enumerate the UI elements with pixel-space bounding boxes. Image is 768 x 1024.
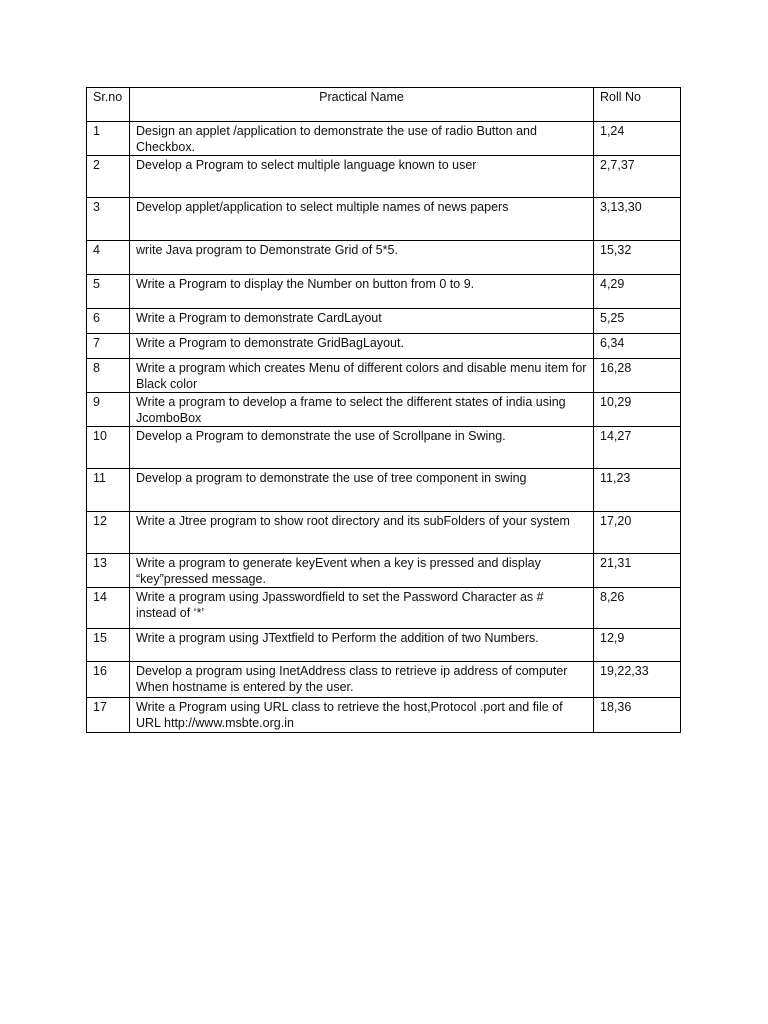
table-row: [87, 359, 681, 393]
header-sr-no: Sr.no: [87, 88, 130, 122]
table-row: [87, 588, 681, 629]
row-roll-no: 8,26: [594, 588, 681, 629]
row-practical-name: Write a program using Jpasswordfield to set the Password Character as # instead of ‘*’: [130, 588, 594, 629]
row-sr-no: 17: [87, 698, 130, 733]
row-practical-name: Develop a Program to select multiple language known to user: [130, 156, 594, 198]
table-row: [87, 156, 681, 198]
row-roll-no: 17,20: [594, 512, 681, 554]
row-practical-name: Write a Program using URL class to retrieve the host,Protocol .port and file of URL http://www.msbte.org.in: [130, 698, 594, 733]
row-roll-no: 2,7,37: [594, 156, 681, 198]
row-practical-name: Write a Jtree program to show root directory and its subFolders of your system: [130, 512, 594, 554]
row-sr-no: 7: [87, 334, 130, 359]
row-practical-name: Develop a program to demonstrate the use of tree component in swing: [130, 469, 594, 512]
table-row: [87, 241, 681, 275]
table-row: [87, 662, 681, 698]
practical-list-table: [86, 87, 681, 733]
row-roll-no: 10,29: [594, 393, 681, 427]
row-practical-name: Design an applet /application to demonstrate the use of radio Button and Checkbox.: [130, 122, 594, 156]
row-roll-no: 6,34: [594, 334, 681, 359]
row-sr-no: 1: [87, 122, 130, 156]
row-roll-no: 5,25: [594, 309, 681, 334]
row-roll-no: 21,31: [594, 554, 681, 588]
row-sr-no: 9: [87, 393, 130, 427]
row-sr-no: 15: [87, 629, 130, 662]
row-roll-no: 3,13,30: [594, 198, 681, 241]
row-sr-no: 3: [87, 198, 130, 241]
row-sr-no: 6: [87, 309, 130, 334]
row-roll-no: 4,29: [594, 275, 681, 309]
row-sr-no: 10: [87, 427, 130, 469]
row-roll-no: 12,9: [594, 629, 681, 662]
row-sr-no: 2: [87, 156, 130, 198]
row-practical-name: write Java program to Demonstrate Grid of 5*5.: [130, 241, 594, 275]
row-roll-no: 15,32: [594, 241, 681, 275]
row-practical-name: Write a Program to demonstrate GridBagLayout.: [130, 334, 594, 359]
table-row: [87, 554, 681, 588]
row-sr-no: 8: [87, 359, 130, 393]
row-practical-name: Write a Program to display the Number on button from 0 to 9.: [130, 275, 594, 309]
row-sr-no: 4: [87, 241, 130, 275]
row-sr-no: 5: [87, 275, 130, 309]
row-roll-no: 16,28: [594, 359, 681, 393]
row-practical-name: Write a Program to demonstrate CardLayout: [130, 309, 594, 334]
table-row: [87, 427, 681, 469]
row-practical-name: Write a program to generate keyEvent when a key is pressed and display “key”pressed message.: [130, 554, 594, 588]
row-roll-no: 11,23: [594, 469, 681, 512]
row-practical-name: Write a program using JTextfield to Perform the addition of two Numbers.: [130, 629, 594, 662]
row-roll-no: 1,24: [594, 122, 681, 156]
row-sr-no: 13: [87, 554, 130, 588]
header-roll-no: Roll No: [594, 88, 681, 122]
row-practical-name: Write a program which creates Menu of different colors and disable menu item for Black color: [130, 359, 594, 393]
table-row: [87, 198, 681, 241]
table-row: [87, 629, 681, 662]
row-roll-no: 19,22,33: [594, 662, 681, 698]
table-row: [87, 469, 681, 512]
table-body: [87, 122, 681, 733]
row-practical-name: Develop applet/application to select multiple names of news papers: [130, 198, 594, 241]
row-sr-no: 11: [87, 469, 130, 512]
table-row: [87, 393, 681, 427]
row-practical-name: Develop a program using InetAddress class to retrieve ip address of computer When hostname is entered by the user.: [130, 662, 594, 698]
row-sr-no: 14: [87, 588, 130, 629]
table-row: [87, 275, 681, 309]
row-roll-no: 18,36: [594, 698, 681, 733]
row-sr-no: 12: [87, 512, 130, 554]
row-practical-name: Develop a Program to demonstrate the use of Scrollpane in Swing.: [130, 427, 594, 469]
table-header-row: [87, 88, 681, 122]
table-row: [87, 309, 681, 334]
table-row: [87, 334, 681, 359]
table-row: [87, 512, 681, 554]
row-roll-no: 14,27: [594, 427, 681, 469]
table-row: [87, 698, 681, 733]
row-practical-name: Write a program to develop a frame to select the different states of india using JcomboBox: [130, 393, 594, 427]
header-practical-name: Practical Name: [130, 88, 594, 122]
row-sr-no: 16: [87, 662, 130, 698]
table-row: [87, 122, 681, 156]
